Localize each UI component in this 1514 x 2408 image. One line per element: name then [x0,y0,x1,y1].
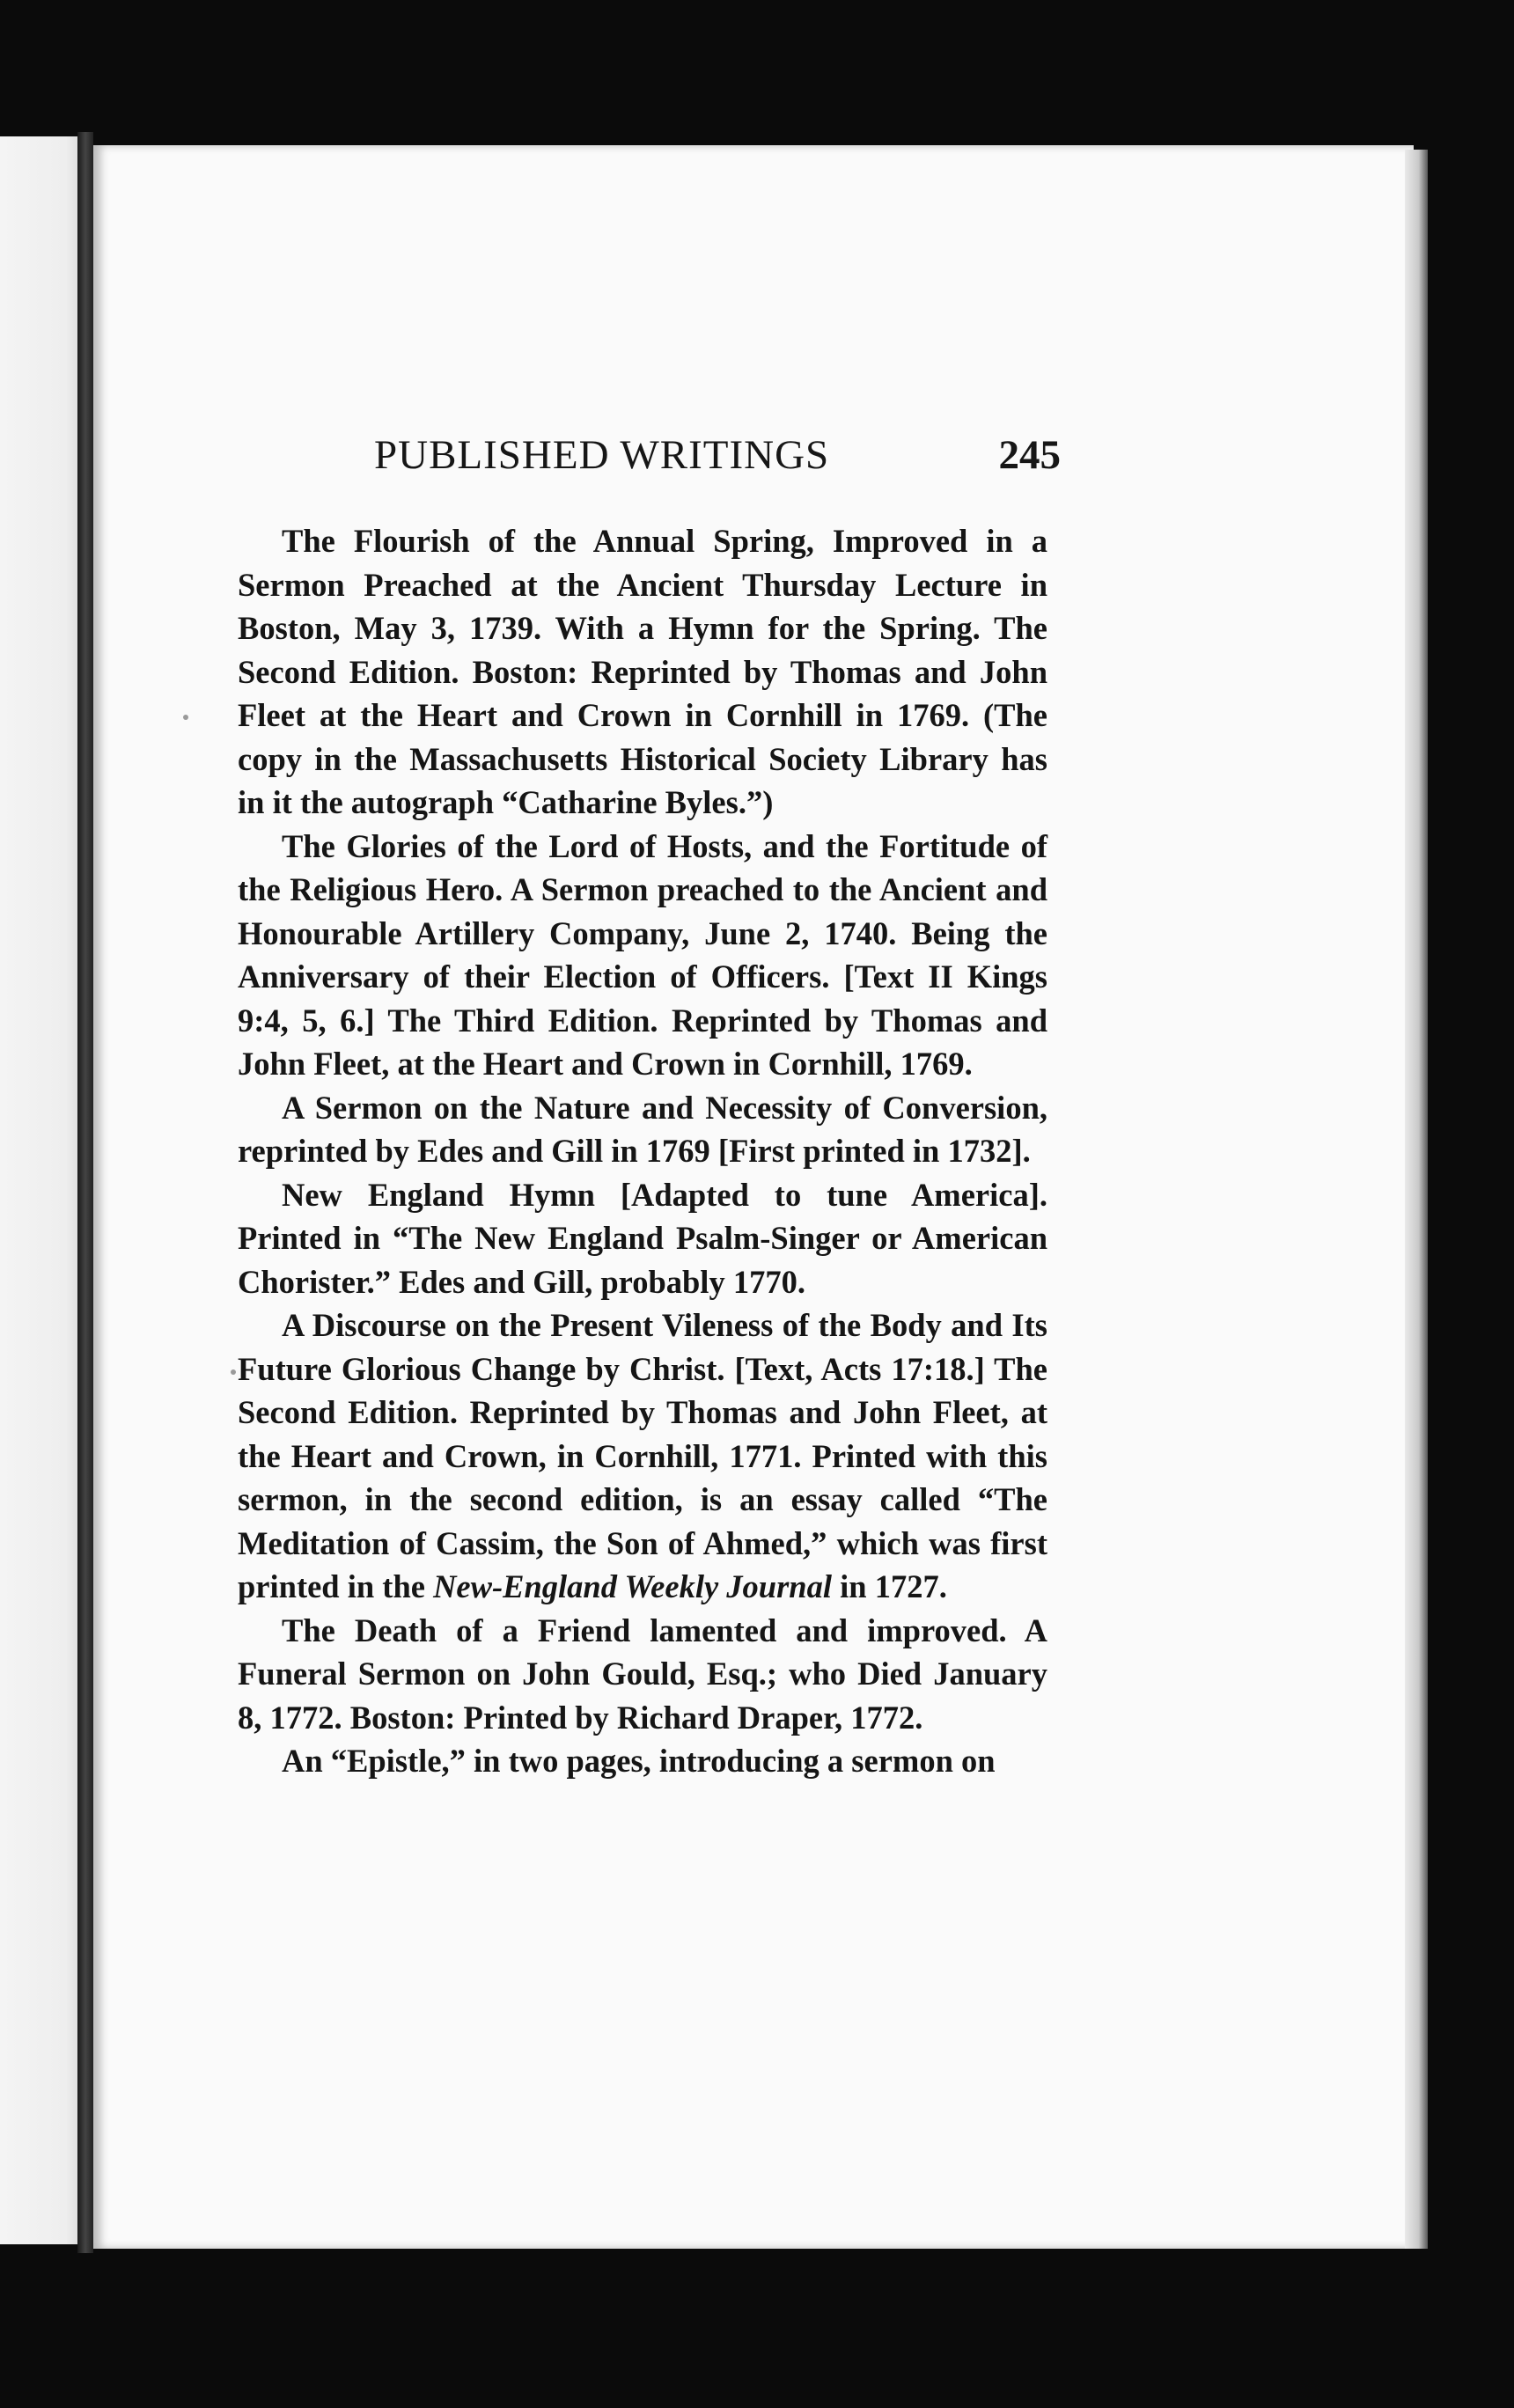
journal-title: New-England Weekly Journal [433,1568,832,1604]
running-head: PUBLISHED WRITINGS [374,432,830,478]
bibliography-list [238,519,1047,1783]
scan-speck [183,715,188,720]
bibliography-entry: The Glories of the Lord of Hosts, and the Fortitude of the Religious Hero. A Sermon preached to the Ancient and Honourable Artillery Company, June 2, 1740. Being the Anniversary of their Election of Officers. [Text II Kings 9:4, 5, 6.] The Third Edition. Reprinted by Thomas and John Fleet, at the Heart and Crown in Cornhill, 1769. [238,827,1047,1082]
scan-speck [231,1369,236,1375]
page-header [374,431,1061,493]
bibliography-entry: The Death of a Friend lamented and improved. A Funeral Sermon on John Gould, Esq.; who Died January 8, 1772. Boston: Printed by Richard Draper, 1772. [238,1611,1047,1736]
previous-page-edge [0,136,83,2244]
bibliography-entry: The Flourish of the Annual Spring, Improved in a Sermon Preached at the Ancient Thursday Lecture in Boston, May 3, 1739. With a Hymn for the Spring. The Second Edition. Boston: Reprinted by Thomas and John Fleet at the Heart and Crown in Cornhill in 1769. (The copy in the Massachusetts Historical Society Library has in it the autograph “Catharine Byles.”) [238,523,1047,820]
bibliography-entry [238,1303,1047,1609]
entry-text: in 1727. [832,1568,947,1604]
entry-text: A Discourse on the Present Vileness of the Body and Its Future Glorious Change by Christ. [Text, Acts 17:18.] The Second Edition. Reprinted by Thomas and John Fleet, at the Heart and Crown, in Cornhill, 1771. Printed with this sermon, in the second edition, is an essay called “The Meditation of Cassim, the Son of Ahmed,” which was first printed in the [238,1307,1047,1604]
bibliography-entry: A Sermon on the Nature and Necessity of Conversion, reprinted by Edes and Gill in 1769 [First printed in 1732]. [238,1089,1047,1169]
page-fore-edge [1405,150,1428,2249]
bibliography-entry: An “Epistle,” in two pages, introducing a sermon on [282,1743,996,1779]
bibliography-entry: New England Hymn [Adapted to tune America]. Printed in “The New England Psalm-Singer or American Chorister.” Edes and Gill, probably 1770. [238,1176,1047,1300]
book-spine-shadow [77,132,93,2253]
page-number: 245 [998,432,1061,478]
